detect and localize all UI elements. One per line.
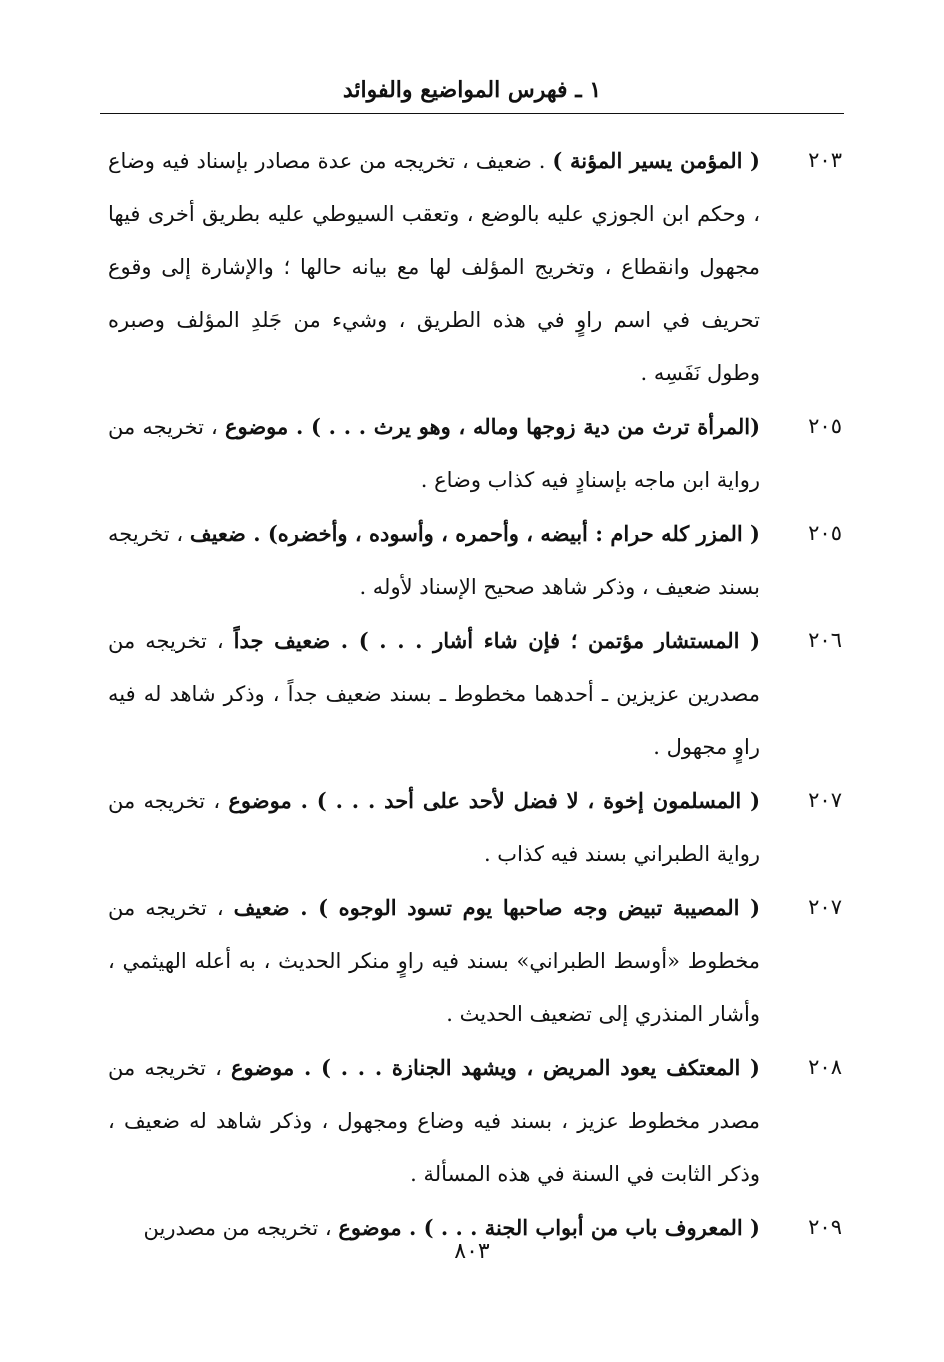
- entry-page-number: ٢٠٩: [808, 1215, 842, 1239]
- index-entry: [108, 400, 842, 507]
- entry-hadith-title: ( المزر كله حرام : أبيضه ، وأحمره ، وأسوده ، وأخضره) . ضعيف: [189, 521, 760, 546]
- entry-body: [108, 614, 760, 774]
- entry-description: ، تخريجه بسند ضعيف ، وذكر شاهد صحيح الإسناد لأوله .: [108, 522, 760, 599]
- entry-body: [108, 400, 760, 507]
- running-header: ١ ـ فهرس المواضيع والفوائد: [342, 77, 602, 103]
- entry-body: [108, 881, 760, 1041]
- entry-page-number: ٢٠٧: [808, 895, 842, 919]
- entry-hadith-title: ( المعتكف يعود المريض ، ويشهد الجنازة . . . ) . موضوع: [230, 1055, 760, 1080]
- entry-hadith-title: ( المصيبة تبيض وجه صاحبها يوم تسود الوجوه ) . ضعيف: [233, 895, 761, 920]
- entry-hadith-title: ( المسلمون إخوة ، لا فضل لأحد على أحد . . . ) . موضوع: [228, 788, 761, 813]
- entry-description: ، تخريجه من مخطوط «أوسط الطبراني» بسند فيه راوٍ منكر الحديث ، به أعله الهيثمي ، وأشار المنذري إلى تضعيف الحديث .: [108, 896, 760, 1026]
- entry-page-number: ٢٠٧: [808, 788, 842, 812]
- index-entry: [108, 507, 842, 614]
- index-entries: [108, 134, 842, 1255]
- page-number: ٨٠٣: [454, 1239, 490, 1264]
- entry-description: ، تخريجه من مصدرين عزيزين ـ أحدهما مخطوط ـ بسند ضعيف جداً ، وذكر شاهد له فيه راوٍ مجهول .: [108, 629, 760, 759]
- entry-body: [108, 1041, 760, 1201]
- entry-description: ، تخريجه من مصدر مخطوط عزيز ، بسند فيه وضاع ومجهول ، وذكر شاهد له ضعيف ، وذكر الثابت في السنة في هذه المسألة .: [108, 1056, 760, 1186]
- entry-hadith-title: ( المستشار مؤتمن ؛ فإن شاء أشار . . . ) . ضعيف جداً: [233, 628, 761, 653]
- entry-page-number: ٢٠٦: [808, 628, 842, 652]
- entry-description: . ضعيف ، تخريجه من عدة مصادر بإسناد فيه وضاع ، وحكم ابن الجوزي عليه بالوضع ، وتعقب السيوطي عليه بطريق أخرى فيها مجهول وانقطاع ، وتخريج المؤلف لها مع بيانه حالها ؛ والإشارة إلى وقوع تحريف في اسم راوٍ في هذه الطريق ، وشيء من جَلدِ المؤلف وصبره وطول نَفَسِه .: [108, 149, 760, 385]
- index-entry: [108, 1041, 842, 1201]
- header-divider: [100, 113, 844, 114]
- index-entry: [108, 881, 842, 1041]
- index-entry: [108, 614, 842, 774]
- entry-page-number: ٢٠٨: [808, 1055, 842, 1079]
- index-entry: [108, 134, 842, 400]
- index-entry: [108, 774, 842, 881]
- entry-hadith-title: ( المؤمن يسير المؤنة ): [552, 148, 760, 173]
- entry-body: [108, 134, 760, 400]
- entry-page-number: ٢٠٥: [808, 521, 842, 545]
- entry-description: ، تخريجه من رواية الطبراني بسند فيه كذاب .: [108, 789, 760, 866]
- entry-page-number: ٢٠٥: [808, 414, 842, 438]
- entry-body: [108, 774, 760, 881]
- entry-description: ، تخريجه من رواية ابن ماجه بإسنادٍ فيه كذاب وضاع .: [108, 415, 760, 492]
- entry-hadith-title: (المرأة ترث من دية زوجها وماله ، وهو يرث . . . ) . موضوع: [224, 414, 761, 439]
- entry-description: ، تخريجه من مصدرين: [143, 1216, 339, 1240]
- entry-hadith-title: ( المعروف باب من أبواب الجنة . . . ) . موضوع: [338, 1215, 760, 1240]
- entry-body: [108, 507, 760, 614]
- entry-page-number: ٢٠٣: [808, 148, 842, 172]
